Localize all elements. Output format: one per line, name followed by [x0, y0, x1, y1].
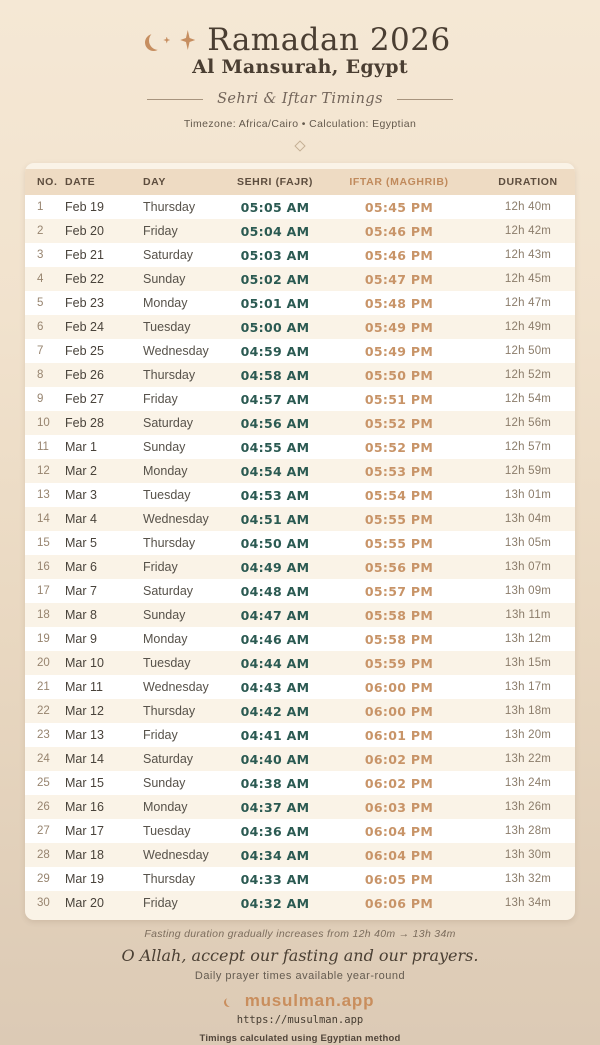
sehri-time: 04:49 AM — [240, 559, 310, 575]
iftar-time: 05:57 PM — [364, 583, 434, 599]
duration-cell: 12h 52m — [504, 369, 552, 381]
date-cell: Mar 16 — [65, 800, 104, 814]
sehri-time: 04:54 AM — [240, 463, 310, 479]
table-row — [25, 699, 575, 723]
sehri-time: 04:58 AM — [240, 367, 310, 383]
iftar-time: 05:46 PM — [364, 247, 434, 263]
sehri-time: 04:41 AM — [240, 727, 310, 743]
iftar-time: 05:55 PM — [364, 511, 434, 527]
row-number: 2 — [37, 225, 44, 237]
iftar-time: 06:02 PM — [364, 751, 434, 767]
sehri-time: 04:56 AM — [240, 415, 310, 431]
date-cell: Mar 13 — [65, 728, 104, 742]
sehri-time: 04:53 AM — [240, 487, 310, 503]
row-number: 16 — [37, 561, 50, 573]
sehri-time: 04:43 AM — [240, 679, 310, 695]
date-cell: Mar 17 — [65, 824, 104, 838]
sehri-time: 04:48 AM — [240, 583, 310, 599]
duration-cell: 13h 05m — [504, 537, 552, 549]
sehri-time: 04:59 AM — [240, 343, 310, 359]
iftar-time: 05:45 PM — [364, 199, 434, 215]
sehri-time: 04:57 AM — [240, 391, 310, 407]
row-number: 25 — [37, 777, 50, 789]
sehri-time: 04:47 AM — [240, 607, 310, 623]
day-cell: Tuesday — [143, 320, 191, 334]
date-cell: Mar 11 — [65, 680, 103, 694]
day-cell: Sunday — [143, 440, 186, 454]
day-cell: Monday — [143, 632, 188, 646]
iftar-time: 05:52 PM — [364, 415, 434, 431]
date-cell: Mar 4 — [65, 512, 97, 526]
day-cell: Thursday — [143, 536, 196, 550]
timetable-card — [25, 163, 575, 920]
sehri-time: 04:36 AM — [240, 823, 310, 839]
date-cell: Mar 1 — [65, 440, 97, 454]
row-number: 30 — [37, 897, 50, 909]
iftar-time: 06:04 PM — [364, 823, 434, 839]
iftar-time: 06:04 PM — [364, 847, 434, 863]
table-row — [25, 651, 575, 675]
sehri-time: 04:34 AM — [240, 847, 310, 863]
table-row — [25, 267, 575, 291]
day-cell: Monday — [143, 800, 188, 814]
date-cell: Feb 28 — [65, 416, 104, 430]
sehri-time: 04:40 AM — [240, 751, 310, 767]
table-row — [25, 771, 575, 795]
table-row — [25, 555, 575, 579]
iftar-time: 05:49 PM — [364, 343, 434, 359]
table-row — [25, 507, 575, 531]
date-cell: Mar 6 — [65, 560, 97, 574]
row-number: 20 — [37, 657, 50, 669]
table-row — [25, 723, 575, 747]
day-cell: Tuesday — [143, 824, 191, 838]
row-number: 1 — [37, 201, 44, 213]
row-number: 29 — [37, 873, 50, 885]
row-number: 19 — [37, 633, 50, 645]
iftar-time: 05:52 PM — [364, 439, 434, 455]
brand-name: musulman.app — [244, 991, 375, 1010]
day-cell: Thursday — [143, 368, 196, 382]
brand-url: https://musulman.app — [236, 1014, 364, 1026]
duration-cell: 13h 09m — [504, 585, 552, 597]
table-row — [25, 627, 575, 651]
ornament-row — [0, 142, 600, 150]
iftar-time: 05:47 PM — [364, 271, 434, 287]
date-cell: Mar 15 — [65, 776, 104, 790]
iftar-time: 05:50 PM — [364, 367, 434, 383]
day-cell: Wednesday — [143, 680, 209, 694]
iftar-time: 05:46 PM — [364, 223, 434, 239]
sehri-time: 04:51 AM — [240, 511, 310, 527]
date-cell: Feb 23 — [65, 296, 104, 310]
row-number: 3 — [37, 249, 44, 261]
day-cell: Thursday — [143, 704, 196, 718]
row-number: 26 — [37, 801, 50, 813]
iftar-time: 05:53 PM — [364, 463, 434, 479]
day-cell: Monday — [143, 464, 188, 478]
sehri-time: 04:55 AM — [240, 439, 310, 455]
duration-cell: 13h 01m — [504, 489, 552, 501]
date-cell: Mar 2 — [65, 464, 97, 478]
page-header — [0, 22, 600, 150]
column-header-date: DATE — [65, 176, 96, 188]
row-number: 10 — [37, 417, 50, 429]
day-cell: Tuesday — [143, 656, 191, 670]
method-note: Timings calculated using Egyptian method — [199, 1033, 401, 1044]
table-row — [25, 411, 575, 435]
duration-cell: 12h 49m — [504, 321, 552, 333]
day-cell: Sunday — [143, 776, 186, 790]
row-number: 24 — [37, 753, 50, 765]
iftar-time: 06:02 PM — [364, 775, 434, 791]
table-row — [25, 867, 575, 891]
row-number: 14 — [37, 513, 50, 525]
duration-cell: 12h 54m — [504, 393, 552, 405]
iftar-time: 06:00 PM — [364, 703, 434, 719]
date-cell: Feb 21 — [65, 248, 104, 262]
row-number: 17 — [37, 585, 50, 597]
duration-cell: 12h 42m — [504, 225, 552, 237]
column-header-sehri: SEHRI (FAJR) — [236, 176, 314, 188]
duration-cell: 12h 47m — [504, 297, 552, 309]
row-number: 9 — [37, 393, 44, 405]
date-cell: Mar 7 — [65, 584, 97, 598]
day-cell: Sunday — [143, 608, 186, 622]
day-cell: Friday — [143, 728, 178, 742]
column-header-no: NO. — [37, 176, 58, 188]
iftar-time: 06:03 PM — [364, 799, 434, 815]
table-header — [25, 169, 575, 195]
row-number: 21 — [37, 681, 50, 693]
duration-cell: 13h 12m — [504, 633, 552, 645]
sehri-time: 04:38 AM — [240, 775, 310, 791]
crescent-moon-icon — [149, 31, 168, 50]
duration-cell: 13h 17m — [504, 681, 552, 693]
brand-link[interactable] — [0, 991, 600, 1011]
sehri-time: 05:00 AM — [240, 319, 310, 335]
duration-cell: 13h 28m — [504, 825, 552, 837]
table-row — [25, 459, 575, 483]
day-cell: Saturday — [143, 752, 194, 766]
row-number: 18 — [37, 609, 50, 621]
row-number: 23 — [37, 729, 50, 741]
duration-cell: 13h 15m — [504, 657, 552, 669]
row-number: 6 — [37, 321, 44, 333]
table-row — [25, 435, 575, 459]
row-number: 11 — [37, 441, 49, 453]
iftar-time: 05:55 PM — [364, 535, 434, 551]
table-row — [25, 243, 575, 267]
date-cell: Mar 12 — [65, 704, 104, 718]
duration-note: Fasting duration gradually increases from 12h 40m → 13h 34m — [144, 928, 456, 940]
date-cell: Feb 25 — [65, 344, 104, 358]
date-cell: Mar 19 — [65, 872, 104, 886]
duration-cell: 12h 59m — [504, 465, 552, 477]
sehri-time: 04:50 AM — [240, 535, 310, 551]
row-number: 8 — [37, 369, 44, 381]
table-row — [25, 891, 575, 915]
sehri-time: 05:05 AM — [240, 199, 310, 215]
row-number: 28 — [37, 849, 50, 861]
sehri-time: 04:42 AM — [240, 703, 310, 719]
duration-cell: 13h 26m — [504, 801, 552, 813]
duration-cell: 13h 04m — [504, 513, 552, 525]
sehri-time: 05:02 AM — [240, 271, 310, 287]
date-cell: Mar 14 — [65, 752, 104, 766]
table-row — [25, 579, 575, 603]
day-cell: Wednesday — [143, 848, 209, 862]
table-row — [25, 843, 575, 867]
duration-cell: 13h 11m — [505, 609, 551, 621]
title-row — [0, 22, 600, 58]
sehri-time: 04:44 AM — [240, 655, 310, 671]
date-cell: Feb 27 — [65, 392, 104, 406]
table-row — [25, 795, 575, 819]
column-header-day: DAY — [143, 176, 167, 188]
duration-cell: 13h 30m — [504, 849, 552, 861]
table-row — [25, 483, 575, 507]
date-cell: Feb 19 — [65, 200, 104, 214]
duration-cell: 12h 45m — [504, 273, 552, 285]
table-body — [25, 195, 575, 915]
duration-cell: 12h 43m — [504, 249, 552, 261]
iftar-time: 05:56 PM — [364, 559, 434, 575]
day-cell: Friday — [143, 560, 178, 574]
day-cell: Wednesday — [143, 512, 209, 526]
day-cell: Friday — [143, 896, 178, 910]
section-divider — [0, 91, 600, 107]
iftar-time: 05:58 PM — [364, 607, 434, 623]
iftar-time: 05:59 PM — [364, 655, 434, 671]
day-cell: Saturday — [143, 248, 194, 262]
day-cell: Saturday — [143, 416, 194, 430]
date-cell: Mar 5 — [65, 536, 97, 550]
tagline-text: Daily prayer times available year-round — [194, 970, 406, 982]
day-cell: Saturday — [143, 584, 194, 598]
column-header-duration: DURATION — [498, 176, 558, 188]
duration-cell: 12h 50m — [504, 345, 552, 357]
date-cell: Mar 18 — [65, 848, 104, 862]
day-cell: Sunday — [143, 272, 186, 286]
sehri-time: 05:03 AM — [240, 247, 310, 263]
section-subtitle: Sehri & Iftar Timings — [217, 91, 383, 107]
divider-line-left — [147, 99, 203, 100]
table-row — [25, 531, 575, 555]
day-cell: Thursday — [143, 200, 196, 214]
dua-text: O Allah, accept our fasting and our prayers. — [121, 946, 479, 965]
row-number: 12 — [37, 465, 50, 477]
table-row — [25, 315, 575, 339]
divider-line-right — [397, 99, 453, 100]
page-title: Ramadan 2026 — [207, 22, 451, 58]
table-row — [25, 363, 575, 387]
iftar-time: 05:54 PM — [364, 487, 434, 503]
table-row — [25, 219, 575, 243]
row-number: 7 — [37, 345, 44, 357]
duration-cell: 12h 56m — [504, 417, 552, 429]
date-cell: Mar 20 — [65, 896, 104, 910]
table-row — [25, 603, 575, 627]
day-cell: Monday — [143, 296, 188, 310]
sehri-time: 04:33 AM — [240, 871, 310, 887]
brand-crescent-icon — [226, 996, 237, 1007]
row-number: 4 — [37, 273, 44, 285]
page-footer — [0, 928, 600, 1044]
sehri-time: 05:04 AM — [240, 223, 310, 239]
table-row — [25, 819, 575, 843]
day-cell: Wednesday — [143, 344, 209, 358]
location-subtitle: Al Mansurah, Egypt — [192, 56, 408, 78]
timezone-calculation-meta: Timezone: Africa/Cairo • Calculation: Egyptian — [183, 118, 417, 130]
row-number: 22 — [37, 705, 50, 717]
date-cell: Feb 20 — [65, 224, 104, 238]
duration-cell: 12h 40m — [504, 201, 552, 213]
sehri-time: 04:37 AM — [240, 799, 310, 815]
day-cell: Thursday — [143, 872, 196, 886]
sparkle-icon — [180, 30, 195, 50]
date-cell: Mar 3 — [65, 488, 97, 502]
duration-cell: 12h 57m — [504, 441, 552, 453]
iftar-time: 05:51 PM — [364, 391, 434, 407]
row-number: 5 — [37, 297, 44, 309]
duration-cell: 13h 22m — [504, 753, 552, 765]
date-cell: Feb 24 — [65, 320, 104, 334]
table-row — [25, 339, 575, 363]
day-cell: Tuesday — [143, 488, 191, 502]
iftar-time: 06:05 PM — [364, 871, 434, 887]
diamond-ornament-icon — [294, 140, 305, 151]
table-row — [25, 675, 575, 699]
date-cell: Mar 8 — [65, 608, 97, 622]
date-cell: Feb 26 — [65, 368, 104, 382]
table-row — [25, 747, 575, 771]
sehri-time: 05:01 AM — [240, 295, 310, 311]
iftar-time: 06:01 PM — [364, 727, 434, 743]
duration-cell: 13h 24m — [504, 777, 552, 789]
iftar-time: 05:49 PM — [364, 319, 434, 335]
sehri-time: 04:46 AM — [240, 631, 310, 647]
table-row — [25, 387, 575, 411]
iftar-time: 05:58 PM — [364, 631, 434, 647]
day-cell: Friday — [143, 392, 178, 406]
row-number: 15 — [37, 537, 50, 549]
date-cell: Mar 9 — [65, 632, 97, 646]
iftar-time: 05:48 PM — [364, 295, 434, 311]
duration-cell: 13h 18m — [504, 705, 552, 717]
date-cell: Mar 10 — [65, 656, 104, 670]
day-cell: Friday — [143, 224, 178, 238]
table-row — [25, 195, 575, 219]
duration-cell: 13h 32m — [504, 873, 552, 885]
table-row — [25, 291, 575, 315]
duration-cell: 13h 07m — [504, 561, 552, 573]
column-header-iftar: IFTAR (MAGHRIB) — [349, 176, 449, 188]
row-number: 13 — [37, 489, 50, 501]
iftar-time: 06:06 PM — [364, 895, 434, 911]
duration-cell: 13h 20m — [504, 729, 552, 741]
duration-cell: 13h 34m — [504, 897, 552, 909]
row-number: 27 — [37, 825, 50, 837]
sehri-time: 04:32 AM — [240, 895, 310, 911]
date-cell: Feb 22 — [65, 272, 104, 286]
star-icon — [163, 37, 170, 44]
iftar-time: 06:00 PM — [364, 679, 434, 695]
